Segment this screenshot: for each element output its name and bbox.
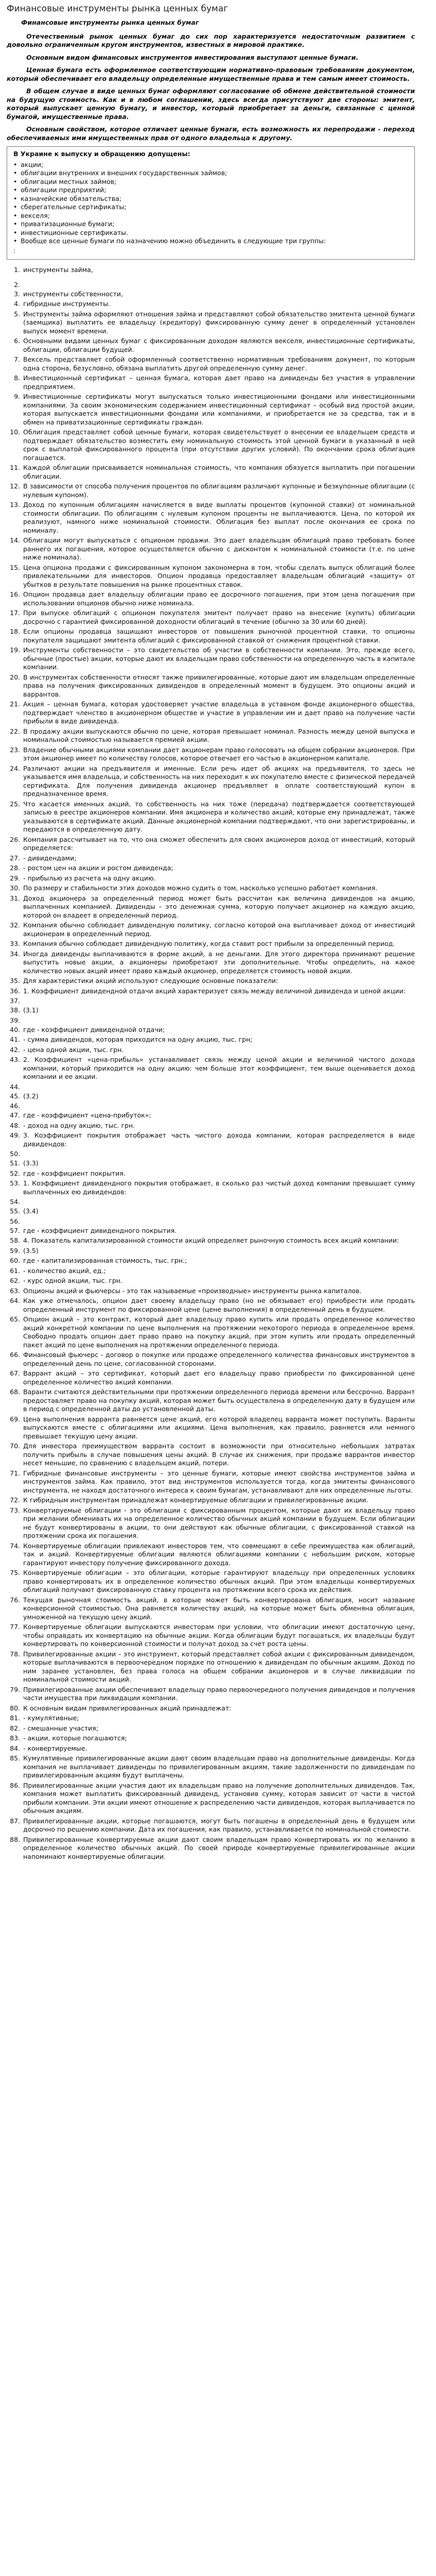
list-item: 48. - доход на одну акцию, тыс. грн. bbox=[22, 1122, 415, 1130]
list-item: 47. где - коэффициент «цена-прибуток»; bbox=[22, 1111, 415, 1120]
list-item: 41. - сумма дивидендов, которая приходится на одну акцию, тыс. грн; bbox=[22, 1036, 415, 1044]
intro-paragraph: Ценная бумага есть оформленное соответствующим нормативно-правовым требованиям документом, который обеспечивает его владельцу определенные имущественные права и тем самым имеет стоимость. bbox=[7, 66, 415, 82]
list-item: 70. Для инвестора преимуществом варранта состоит в возможности при относительно небольших затратах получить прибыль в случае повышения цены акций. В случае их снижения, при продаже варрантов инвестор несет меньшие, по сравнению с владельцем акций, потери. bbox=[22, 1442, 415, 1468]
list-item: 3. инструменты собственности, bbox=[22, 290, 415, 299]
list-item: 10. Облигация представляет собой ценные бумаги, которая свидетельствует о внесении ее владельцем средств и подтверждает обязательство возместить ему номинальную стоимость этой ценной бумаги в указанный в ней срок с выплатой фиксированного процента (при отсутствии других условий). По окончании срока облигация погашается. bbox=[22, 428, 415, 462]
list-item: 25. Что касается именных акций, то собственность на них тоже (передача) подтверждается соответствующей записью в реестре акционеров компании. Имя акционера и количество акций, которые ему принадлежат, также указываются в сертификате акций. Данные акционерной компании подтверждают, что они зарегистрированы, и передаются в определенную дату. bbox=[22, 800, 415, 834]
list-item: 79. Привилегированные акции обеспечивают владельцу право первоочередного получения дивидендов и получения части имущества при ликвидации компании. bbox=[22, 1686, 415, 1703]
list-item: 85. Кумулятивные привилегированные акции дают своим владельцам право на дополнительные дивиденды. Когда компания не выплачивает дивиденды по привилегированным акциям, такие задолженности по дивидендам по привилегированным акциям будут выплачены. bbox=[22, 1754, 415, 1780]
list-item: • облигации предприятий; bbox=[19, 186, 410, 195]
list-item: 80. К основным видам привилегированных акций принадлежат: bbox=[22, 1704, 415, 1713]
list-item: 17. При выпуске облигаций с опционом покупателя эмитент получает право на внесение (купить) облигации досрочно с гарантией фиксированной доходности облигаций в течение (обычно за 30 или 60 дней). bbox=[22, 609, 415, 626]
list-item: 23. Владение обычными акциями компании дает акционерам право голосовать на общем собрании акционеров. При этом акционер имеет по количеству голосов, которое отвечает его частью в акционерном капитале. bbox=[22, 746, 415, 763]
list-item: 20. В инструментах собственности относят также привилегированные, которые дают им владельцам определенные права на получения фиксированных дивидендов в определенный момент в будущем. Это опционы акций и варрантов. bbox=[22, 673, 415, 699]
list-item: 84. - конвертируемые. bbox=[22, 1744, 415, 1753]
list-item: 55. (3.4) bbox=[22, 1207, 415, 1216]
list-item: • облигации внутренних и внешних государственных займов; bbox=[19, 169, 410, 178]
list-item: • приватизационные бумаги; bbox=[19, 220, 410, 229]
list-item: 18. Если опционы продавца защищают инвесторов от повышения рыночной процентной ставки, то опционы покупателя защищают эмитента облигаций с фиксированной ставкой от снижения процентной ставки. bbox=[22, 628, 415, 645]
list-item: 74. Конвертируемые облигации привлекают инвесторов тем, что совмещают в себе преимущества как облигаций, так и акций. Конвертируемые облигации являются облигациями компании с небольшим риском, которые гарантируют инвестору получение фиксированного дохода. bbox=[22, 1542, 415, 1568]
list-item: 77. Конвертируемые облигации выпускаются инвесторам при условии, что облигации имеют достаточную цену, чтобы оправдать их конвертацию на обычные акции. Когда облигации будут погашаться, их владельцы будут конвертировать по конверсионной стоимости и получат доход за счет роста цены. bbox=[22, 1623, 415, 1649]
list-item: 63. Опционы акций и фьючерсы - это так называемые «производные» инструменты рынка капиталов. bbox=[22, 1287, 415, 1296]
list-item bbox=[22, 1150, 415, 1158]
list-item: 26. Компания рассчитывает на то, что она сможет обеспечить для своих акционеров доход от инвестиций, который определяется: bbox=[22, 836, 415, 853]
list-item: 5. Инструменты займа оформляют отношения займа и представляют собой обязательство эмитента ценной бумаги (заемщика) выплатить ее владельцу (кредитору) фиксированную сумму денег в определенный установлен выпуск момент времени. bbox=[22, 310, 415, 336]
list-item: 27. - дивидендами; bbox=[22, 854, 415, 863]
list-item: 13. Доход по купонным облигациям начисляется в виде выплаты процентов (купонной ставки) от номинальной стоимости облигации. По облигациям с нулевым купоном проценты не выплачиваются. Цена, по которой их реализуют, намного ниже номинальной стоимости. Облигация без выплат после окончания ее срока по номиналу. bbox=[22, 501, 415, 535]
list-item: 58. 4. Показатель капитализированной стоимости акций определяет рыночную стоимость всех акций компании: bbox=[22, 1236, 415, 1245]
list-item: 78. Привилегированные акции – это инструмент, который представляет собой акции с фиксированным дивидендом, которые выплачиваются в первоочередном порядке по отношению к дивидендам по обычным акциям. Доход по ним заранее установлен, без права голоса на общем собрании акционеров и в случае ликвидации по номинальной стоимости акций. bbox=[22, 1650, 415, 1684]
list-item: 11. Каждой облигации присваивается номинальная стоимость, что компания обязуется выплатить при погашении облигации. bbox=[22, 464, 415, 481]
list-item: 19. Инструменты собственности – это свидетельство об участии в собственности компании. Это, прежде всего, обычные (простые) акции, которые дают их владельцам право собственности на определенную часть в капитале компании. bbox=[22, 646, 415, 672]
list-item: • казначейские обязательства; bbox=[19, 195, 410, 204]
list-item: 6. Основными видами ценных бумаг с фиксированным доходом являются векселя, инвестиционные сертификаты, облигации, облигации будущей. bbox=[22, 337, 415, 354]
list-item: 14. Облигации могут выпускаться с опционом продажи. Это дает владельцам облигаций право требовать более раннего их погашения, которое осуществляется обычно с дисконтом к номинальной стоимости (т.е. по цене ниже номинала). bbox=[22, 536, 415, 562]
list-item: 34. Иногда дивиденды выплачиваются в форме акций, а не деньгами. Для этого директора принимают решение выпустить новые акции, а акционеры приобретают эти дополнительные. Чтобы определить, на какое количество новых акций имеет право каждый акционер, определяется стоимость новой акции. bbox=[22, 950, 415, 976]
list-item: 64. Как уже отмечалось, опцион дает своему владельцу право (но не обязывает его) приобрести или продать определенный инструмент по фиксированной цене (цене выполнения) в определенный день в будущем. bbox=[22, 1297, 415, 1314]
list-item: 73. Конвертируемые облигации - это облигации с фиксированным процентом, которые дают их владельцу право при желании обменивать их на определенное количество обычных акций компании в будущем. Если облигации не будут конвертированы в акции, то они действуют как обычные облигации, с фиксированной ставкой на протяжении срока их погашения. bbox=[22, 1506, 415, 1540]
list-item: 28. - ростом цен на акции и ростом дивиденда; bbox=[22, 864, 415, 873]
list-item: 36. 1. Коэффициент дивидендной отдачи акций характеризует связь между величиной дивиденда и ценой акции: bbox=[22, 987, 415, 996]
list-item: 68. Варанти считаются действительными при протяжении определенного периода времени или бессрочно. Варрант предоставляет право на покупку акций, которая может быть осуществлена в определенную дату в будущем или в период с определенной даты до установленной даты. bbox=[22, 1388, 415, 1414]
list-item: 51. (3.3) bbox=[22, 1159, 415, 1168]
list-item: 75. Конвертируемые облигации – это облигации, которые гарантируют владельцу при определенных условиях право конвертировать их в определенное количество обычных акций. При этом владельцы конвертируемых облигаций получают фиксированную ставку процента на протяжении всего срока их действия. bbox=[22, 1569, 415, 1595]
list-item: 1. инструменты займа, bbox=[22, 266, 415, 275]
list-item: 7. Вексель представляет собой оформленный соответственно нормативным требованиям документ, по которым одна сторона, безусловно, обязана выплатить другой определенную сумму денег. bbox=[22, 355, 415, 372]
list-item: 9. Инвестиционные сертификаты могут выпускаться только инвестиционными фондами или инвестиционными компаниями. За своим экономическим содержанием инвестиционный сертификат – особый вид простой акции, которая выпускается инвестиционными фондами или компаниями, и приобретается не за средства, так и в обмен на приватизационные сертификаты граждан. bbox=[22, 393, 415, 427]
list-item bbox=[22, 997, 415, 1005]
list-item: 67. Варрант акций – это сертификат, который дает его владельцу право приобрести по фиксированной цене определенное количество акций компании. bbox=[22, 1369, 415, 1386]
list-item: 8. Инвестиционный сертификат – ценная бумага, которая дает право на дивиденды без участия в управлении предприятием. bbox=[22, 374, 415, 391]
list-item: 35. Для характеристики акций используют следующие основные показатели: bbox=[22, 977, 415, 986]
intro-paragraph: Отечественный рынок ценных бумаг до сих пор характеризуется недостаточным развитием с довольно ограниченным кругом инструментов, известных в мировой практике. bbox=[7, 32, 415, 49]
list-item bbox=[22, 1198, 415, 1206]
list-item: 16. Опцион продавца дает владельцу облигации право ее досрочного погашения, при этом цена погашения при использовании опционов обычно ниже номинала. bbox=[22, 590, 415, 607]
list-item: 52. где - коэффициент покрытия. bbox=[22, 1170, 415, 1178]
list-item: 31. Доход акционера за определенный период может быть рассчитан как величина дивидендов на акцию, выплаченных компанией. Дивиденды – это денежная сумма, которую получает акционер на каждую акцию, которой он владеет в определенный период. bbox=[22, 894, 415, 920]
list-item: 65. Опцион акций – это контракт, который дает владельцу право купить или продать определенное количество акций конкретной компании по цене выполнения на протяжении некоторого периода в определенное время. Свободно продать опцион дает право право на покупку акций, при этом купить или продать определенный пакет акций по цене выполнения на протяжении определенного периода. bbox=[22, 1315, 415, 1349]
list-item: • облигации местных займов; bbox=[19, 178, 410, 187]
list-item: 42. - цена одной акции, тыс. грн. bbox=[22, 1046, 415, 1055]
list-item: 32. Компания обычно соблюдает дивидендную политику, согласно которой она выплачивает доход от инвестиций акционерам в определенный период. bbox=[22, 921, 415, 938]
list-item: • инвестиционные сертификаты. bbox=[19, 229, 410, 238]
main-numbered-list bbox=[7, 266, 415, 1861]
list-item: • векселя; bbox=[19, 212, 410, 221]
list-item: 59. (3.5) bbox=[22, 1247, 415, 1256]
list-item: • Вообще все ценные бумаги по назначению можно объединить в следующие три группы: bbox=[19, 237, 410, 246]
intro-paragraph: Основным свойством, которое отличает ценные бумаги, есть возможность их перепродажи - переход обеспечиваемых ими имущественных прав от одного владельца к другому. bbox=[7, 125, 415, 142]
admitted-securities-box bbox=[7, 146, 415, 260]
list-item: 43. 2. Коэффициент «цена-прибыль» устанавливает связь между ценой акции и величиной чистого дохода компании, который приходится на одну акцию: чем больше этот коэффициент, тем выше оценивается доход компании и ее акции. bbox=[22, 1056, 415, 1081]
list-item: 24. Различают акции на предъявителя и именные. Если речь идет об акциях на предъявителя, то здесь не указывается имя владельца, и собственность на них переходит к их покупателю вместе с физической передачей сертификата. Для получения дивиденда акционер предъявляет в оплате соответствующий купон в предназначенное время. bbox=[22, 765, 415, 799]
box-after: : bbox=[13, 246, 16, 255]
list-item: 62. - курс одной акции, тыс. грн. bbox=[22, 1277, 415, 1285]
list-item bbox=[22, 1083, 415, 1091]
page-title: Финансовые инструменты рынка ценных бумаг bbox=[7, 4, 229, 14]
list-item: 33. Компания обычно соблюдает дивидендную политику, когда ставит рост прибыли за определенный период. bbox=[22, 940, 415, 948]
intro-paragraphs bbox=[7, 32, 415, 143]
list-item: 83. - акции, которые погашаются; bbox=[22, 1734, 415, 1743]
list-item: 81. - кумулятивные; bbox=[22, 1714, 415, 1723]
intro-paragraph: Основным видом финансовых инструментов инвестирования выступают ценные бумаги. bbox=[26, 53, 359, 61]
list-item: 12. В зависимости от способа получения процентов по облигациям различают купонные и безкупонные облигации (с нулевым купоном). bbox=[22, 482, 415, 499]
list-item: 4. гибридные инструменты. bbox=[22, 300, 415, 309]
list-item: • сберегательные сертификаты; bbox=[19, 203, 410, 212]
list-item: 60. где - капитализированная стоимость, тыс. грн.; bbox=[22, 1257, 415, 1265]
list-item: 21. Акция – ценная бумага, которая удостоверяет участие владельца в уставном фонде акционерного общества, подтверждает членство в акционерном обществе и участие в управлении им и дает право на получение части прибыли в виде дивиденда. bbox=[22, 700, 415, 726]
list-item: 38. (3.1) bbox=[22, 1006, 415, 1015]
list-item: 49. 3. Коэффициент покрытия отображает часть чистого дохода компании, которая распределяется в виде дивидендов: bbox=[22, 1131, 415, 1148]
list-item: 30. По размеру и стабильности этих доходов можно судить о том, насколько успешно работает компания. bbox=[22, 884, 415, 893]
list-item: 40. где - коэффициент дивидендной отдачи; bbox=[22, 1026, 415, 1035]
list-item bbox=[22, 1217, 415, 1225]
list-item: • акции; bbox=[19, 161, 410, 170]
list-item: 76. Текущая рыночная стоимость акций, в которые может быть конвертирована облигация, носит название конверсионной стоимостью. Она равняется количеству акций, на которые может быть обменяна облигация, умноженной на текущую цену акций. bbox=[22, 1596, 415, 1622]
list-item: 86. Привилегированные акции участия дают их владельцам право на получение дополнительных дивидендов. Так, компания может выплатить фиксированный дивиденд, установив сумму, которая зависит от части в чистой прибыли компании. Эти акции имеют отношение к распределению части дивидендов, которая выплачивается по обычным акциям. bbox=[22, 1782, 415, 1816]
list-item: 53. 1. Коэффициент дивидендного покрытия отображает, в сколько раз чистый доход компании превышает сумму выплаченных ею дивидендов: bbox=[22, 1179, 415, 1196]
article-subhead: Финансовые инструменты рынка ценных бумаг bbox=[21, 19, 199, 27]
list-item: 69. Цена выполнения варранта равняется цене акций, его которой владелец варранта может поступить. Варанты выпускаются вместе с облигациями или акциями. Цена выполнения, как правило, равняется или немного превышает текущую цену акции. bbox=[22, 1415, 415, 1441]
list-item: 71. Гибридные финансовые инструменты – это ценные бумаги, которые имеют свойства инструментов займа и инструментов займа. Как правило, этот вид инструментов используется тогда, когда эмитенты финансового инструмента, не находя достаточного интереса к своим бумагам, устанавливают для них определенные льготы. bbox=[22, 1469, 415, 1495]
box-title: В Украине к выпуску и обращению допущены: bbox=[13, 150, 190, 158]
intro-paragraph: В общем случае в виде ценных бумаг оформляют согласование об обмене действительной стоимости на будущую стоимость. Как и в любом соглашении, здесь всегда присутствуют две стороны: эмитент, который выпускает ценную бумагу, и инвестор, который приобретает за деньги, связанные с ценной бумагой, имущественные права. bbox=[7, 87, 415, 121]
list-item: 57. где - коэффициент дивидендного покрытия. bbox=[22, 1227, 415, 1235]
list-item: 15. Цена опциона продажи с фиксированным купоном закономерна в том, чтобы сделать выпуск облигаций более привлекательными для инвесторов. Опцион продавца предоставляет владельцам облигаций «защиту» от убытков в результате повышения на рынке процентных ставок. bbox=[22, 564, 415, 589]
list-item: 29. - прибылью из расчета на одну акцию. bbox=[22, 874, 415, 883]
list-item: 88. Привилегированные конвертируемые акции дают своим владельцам право конвертировать их по желанию в определенное количество обычных акций. По своей природе конвертируемые привилегированные акции напоминают конвертируемые облигации. bbox=[22, 1836, 415, 1861]
admitted-securities-list bbox=[11, 161, 410, 246]
list-item bbox=[22, 1016, 415, 1024]
list-item: 66. Финансовый фьючерс - договор о покупке или продаже определенного количества финансовых инструментов в определенный день по цене, согласованной сторонами. bbox=[22, 1351, 415, 1368]
list-item bbox=[22, 1102, 415, 1110]
list-item bbox=[22, 281, 415, 289]
list-item: 87. Привилегированные акции, которые погашаются, могут быть погашены в определенный день в будущем или досрочно по решению компании. Дата их погашения, как правило, устанавливается по номинальной стоимости. bbox=[22, 1817, 415, 1834]
list-item: 82. - смешанные участия; bbox=[22, 1724, 415, 1733]
list-item: 45. (3.2) bbox=[22, 1092, 415, 1101]
list-item: 61. - количество акций, ед.; bbox=[22, 1267, 415, 1276]
list-item: 22. В продажу акции выпускаются обычно по цене, которая превышает номинал. Разность между ценой выпуска и номинальной стоимостью называется премией акции. bbox=[22, 727, 415, 744]
list-item: 72. К гибридным инструментам принадлежат конвертируемые облигации и привилегированные акции. bbox=[22, 1496, 415, 1505]
